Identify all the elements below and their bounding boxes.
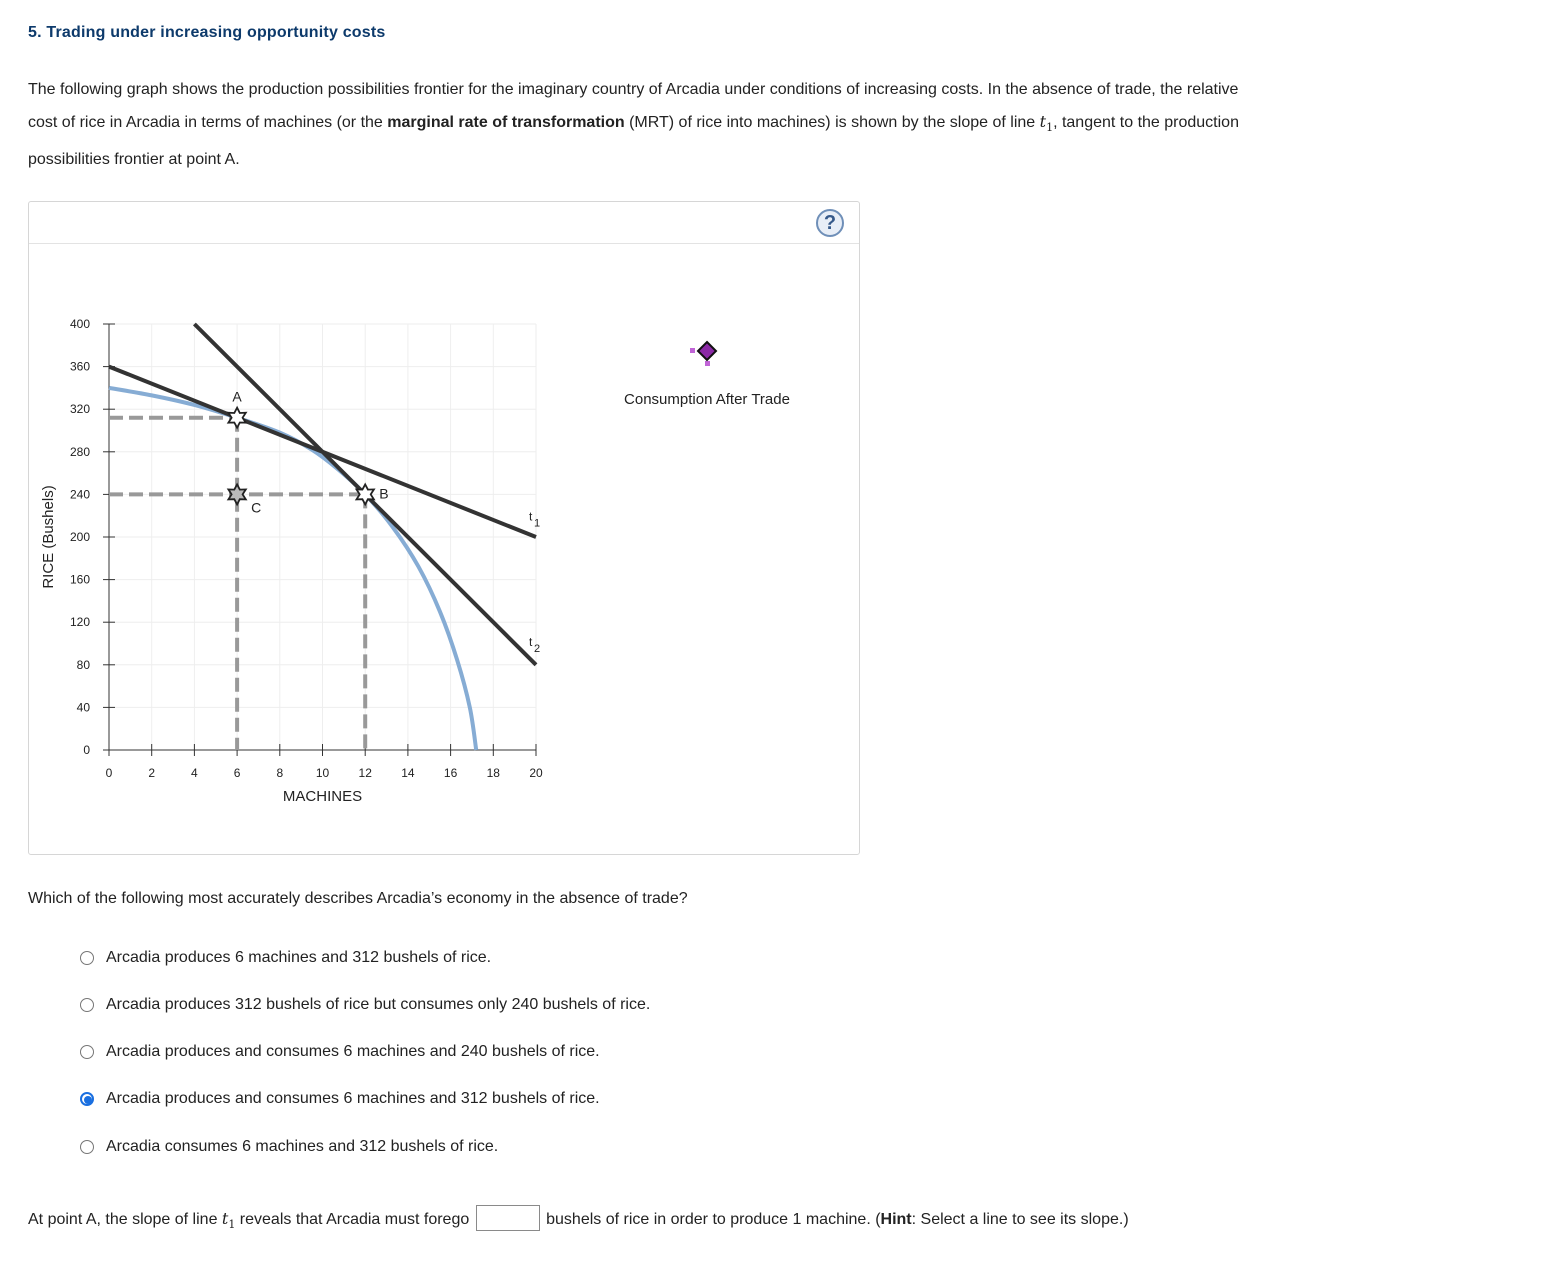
legend-label: Consumption After Trade bbox=[624, 391, 790, 408]
option-2-label: Arcadia produces 312 bushels of rice but consumes only 240 bushels of rice. bbox=[106, 996, 651, 1013]
option-2[interactable] bbox=[80, 996, 650, 1014]
radio-option-5[interactable] bbox=[80, 1140, 94, 1154]
followup-text-1: At point A, the slope of line bbox=[28, 1211, 222, 1228]
x-tick-label: 14 bbox=[401, 766, 415, 780]
point-a-label: A bbox=[232, 388, 242, 405]
option-3[interactable] bbox=[80, 1043, 600, 1061]
line-label-sub-t1: 1 bbox=[534, 517, 541, 530]
help-icon[interactable]: ? bbox=[816, 209, 844, 237]
chart-grid bbox=[109, 324, 536, 750]
y-tick-label: 280 bbox=[69, 444, 90, 459]
option-3-label: Arcadia produces and consumes 6 machines and 240 bushels of rice. bbox=[106, 1043, 600, 1060]
point-a-marker bbox=[228, 408, 245, 428]
page-title: 5. Trading under increasing opportunity costs bbox=[28, 24, 386, 41]
x-tick-label: 8 bbox=[276, 766, 284, 780]
radio-option-2[interactable] bbox=[80, 998, 94, 1012]
followup-text-2: reveals that Arcadia must forego bbox=[235, 1211, 474, 1228]
intro-text-2: (MRT) of rice into machines) is shown by the slope of line bbox=[624, 114, 1040, 131]
forego-answer-input[interactable] bbox=[476, 1205, 540, 1231]
option-4[interactable] bbox=[80, 1090, 600, 1108]
consumption-diamond-icon bbox=[698, 342, 716, 360]
x-tick-label: 16 bbox=[443, 766, 458, 780]
followup-text-4: : Select a line to see its slope.) bbox=[911, 1211, 1129, 1228]
y-tick-label: 240 bbox=[69, 487, 90, 502]
y-tick-label: 160 bbox=[69, 572, 90, 587]
x-axis-label: MACHINES bbox=[282, 788, 363, 805]
x-tick-label: 20 bbox=[529, 766, 543, 780]
legend bbox=[624, 342, 790, 408]
line-label-sub-t2: 2 bbox=[534, 643, 541, 656]
y-tick-label: 80 bbox=[76, 657, 90, 672]
legend-dot bbox=[705, 361, 710, 366]
radio-option-4[interactable] bbox=[80, 1092, 94, 1106]
option-5-label: Arcadia consumes 6 machines and 312 bushels of rice. bbox=[106, 1138, 499, 1155]
option-1-label: Arcadia produces 6 machines and 312 bushels of rice. bbox=[106, 949, 492, 966]
radio-option-3[interactable] bbox=[80, 1045, 94, 1059]
y-tick-label: 320 bbox=[69, 402, 90, 417]
y-tick-label: 200 bbox=[69, 530, 90, 544]
point-c-marker bbox=[228, 484, 245, 504]
dashed-guides bbox=[109, 418, 365, 750]
x-tick-label: 4 bbox=[191, 766, 198, 780]
option-5[interactable] bbox=[80, 1138, 498, 1156]
graph-panel bbox=[28, 201, 860, 855]
hint-label: Hint bbox=[880, 1211, 912, 1228]
x-tick-label: 10 bbox=[315, 766, 330, 780]
line-t1-symbol-2: $t_1$ bbox=[221, 1209, 236, 1232]
question-prompt: Which of the following most accurately describes Arcadia’s economy in the absence of trade? bbox=[28, 890, 688, 907]
point-b-label: B bbox=[379, 485, 389, 502]
y-axis-label: RICE (Bushels) bbox=[40, 485, 57, 589]
intro-paragraph bbox=[28, 74, 1258, 176]
ppf-curve bbox=[109, 388, 476, 750]
intro-text-1: The following graph shows the production possibilities frontier for the imaginary country of Arcadia under conditions of increasing costs. In the absence of trade, the relative cost of rice in Arcadia in terms of machines (or the bbox=[28, 81, 1239, 131]
line-label-t2: t bbox=[529, 635, 533, 650]
followup-question bbox=[28, 1203, 1248, 1241]
line-t1-symbol: $t_1$ bbox=[1039, 112, 1054, 135]
x-tick-label: 2 bbox=[148, 766, 156, 780]
radio-option-1[interactable] bbox=[80, 951, 94, 965]
y-tick-label: 40 bbox=[76, 700, 90, 715]
point-c-label: C bbox=[251, 499, 262, 516]
x-tick-label: 0 bbox=[105, 766, 113, 780]
y-tick-label: 360 bbox=[69, 359, 90, 374]
y-tick-label: 0 bbox=[83, 743, 90, 757]
line-label-t1: t bbox=[529, 509, 533, 524]
y-tick-label: 120 bbox=[69, 615, 90, 630]
y-tick-label: 400 bbox=[69, 317, 90, 331]
x-tick-label: 6 bbox=[233, 766, 241, 780]
x-tick-label: 12 bbox=[358, 766, 372, 780]
intro-text-3: , tangent to the production possibilities frontier at point A. bbox=[28, 114, 1239, 169]
x-tick-label: 18 bbox=[486, 766, 500, 780]
ppf-chart[interactable] bbox=[29, 202, 859, 854]
option-4-label: Arcadia produces and consumes 6 machines and 312 bushels of rice. bbox=[106, 1090, 600, 1107]
legend-dot bbox=[690, 348, 695, 353]
followup-text-3: bushels of rice in order to produce 1 machine. ( bbox=[541, 1211, 881, 1228]
option-1[interactable] bbox=[80, 949, 491, 967]
intro-bold-term: marginal rate of transformation bbox=[387, 114, 625, 131]
